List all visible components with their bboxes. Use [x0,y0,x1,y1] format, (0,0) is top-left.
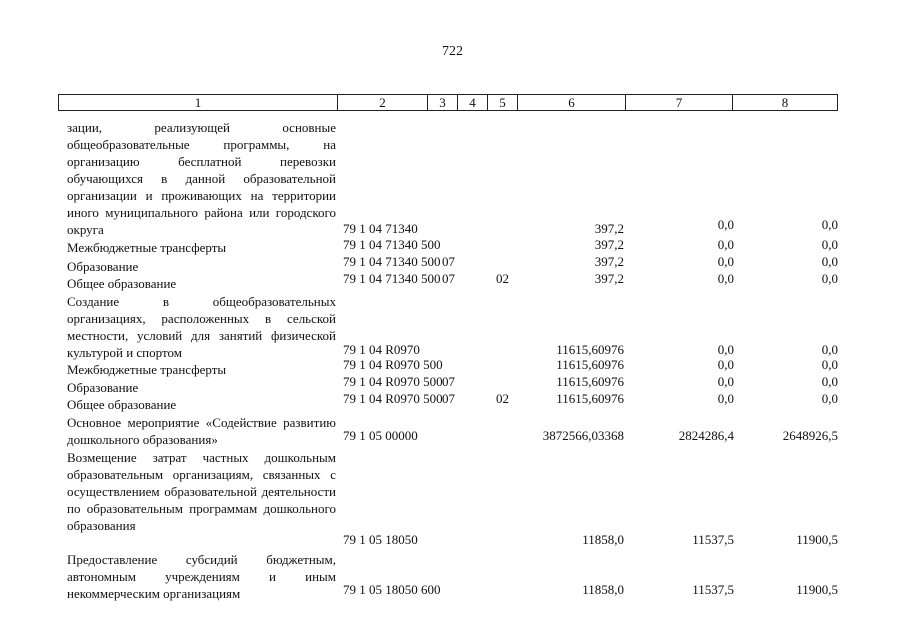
row-value-8: 0,0 [821,271,838,286]
row-value-8: 2648926,5 [782,428,838,443]
row-description: Основное мероприятие «Содействие развитию дошкольного образования» [67,415,336,447]
row-value-7: 2824286,4 [678,428,734,443]
row-value-7: 0,0 [717,374,734,389]
row-value-6: 11615,60976 [556,391,624,406]
row-code: 79 1 05 18050 600 [343,582,441,597]
row-value-6: 3872566,03368 [542,428,624,443]
row-description: Межбюджетные трансферты [67,362,227,377]
row-section: 07 [442,374,455,389]
row-value-7: 0,0 [717,391,734,406]
row-code: 79 1 05 18050 [343,532,418,547]
row-value-6: 397,2 [594,237,624,252]
row-value-7: 0,0 [717,342,734,357]
row-value-8: 11900,5 [796,532,838,547]
row-value-7: 0,0 [717,217,734,232]
table-row [0,427,905,444]
row-description: Образование [67,259,139,274]
row-code: 79 1 04 R0970 500 [343,374,443,389]
row-value-6: 397,2 [594,254,624,269]
table-row [0,217,905,237]
header-col-2: 2 [337,94,428,111]
table-row [0,390,905,407]
row-value-8: 0,0 [821,217,838,232]
row-value-6: 11615,60976 [556,374,624,389]
header-col-4: 4 [457,94,488,111]
row-value-7: 0,0 [717,254,734,269]
row-value-6: 11858,0 [582,532,624,547]
table-row [0,253,905,270]
row-value-7: 11537,5 [692,582,734,597]
header-col-7: 7 [625,94,733,111]
row-value-8: 0,0 [821,391,838,406]
row-value-7: 0,0 [717,271,734,286]
row-section: 07 [442,271,455,286]
row-value-6: 397,2 [594,271,624,286]
table-row [0,356,905,373]
table-row [0,373,905,390]
header-col-1: 1 [58,94,338,111]
row-code: 79 1 05 00000 [343,428,418,443]
row-value-6: 11858,0 [582,582,624,597]
row-value-7: 0,0 [717,237,734,252]
row-description: Предоставление субсидий бюджетным, автономным учреждениям и иным некоммерческим организациям [67,552,336,601]
header-col-3: 3 [427,94,458,111]
table-row [0,531,905,548]
table-row [0,236,905,253]
row-value-8: 0,0 [821,357,838,372]
row-description: Возмещение затрат частных дошкольным образовательным организациям, связанных с осуществлением образовательной деятельности по образовательным программам дошкольного образования [67,450,336,533]
row-code: 79 1 04 R0970 500 [343,357,443,372]
row-value-8: 0,0 [821,254,838,269]
header-col-8: 8 [732,94,838,111]
row-description: Общее образование [67,397,177,412]
row-description: Общее образование [67,276,177,291]
row-value-7: 11537,5 [692,532,734,547]
page-number: 722 [442,44,463,59]
row-section: 07 [442,391,455,406]
row-code: 79 1 04 71340 [343,221,418,236]
header-col-5: 5 [487,94,518,111]
row-code: 79 1 04 R0970 500 [343,391,443,406]
row-value-8: 0,0 [821,237,838,252]
row-description: Образование [67,380,139,395]
row-value-6: 397,2 [594,221,624,236]
row-code: 79 1 04 R0970 [343,342,420,357]
header-col-6: 6 [517,94,626,111]
row-description: Межбюджетные трансферты [67,240,227,255]
row-value-6: 11615,60976 [556,357,624,372]
row-value-8: 0,0 [821,374,838,389]
row-value-8: 11900,5 [796,582,838,597]
table-row [0,581,905,598]
row-value-8: 0,0 [821,342,838,357]
row-description: Создание в общеобразовательных организациях, расположенных в сельской местности, условий для занятий физической культурой и спортом [67,294,336,360]
row-code: 79 1 04 71340 500 [343,271,441,286]
row-code: 79 1 04 71340 500 [343,237,441,252]
table-row [0,270,905,287]
row-code: 79 1 04 71340 500 [343,254,441,269]
row-subsection: 02 [496,271,509,286]
row-value-6: 11615,60976 [556,342,624,357]
row-section: 07 [442,254,455,269]
row-description: зации, реализующей основные общеобразовательные программы, на организацию бесплатной перевозки обучающихся в данной образовательной организации и проживающих на территории иного муниципального района или городского округа [67,120,336,237]
row-subsection: 02 [496,391,509,406]
row-value-7: 0,0 [717,357,734,372]
